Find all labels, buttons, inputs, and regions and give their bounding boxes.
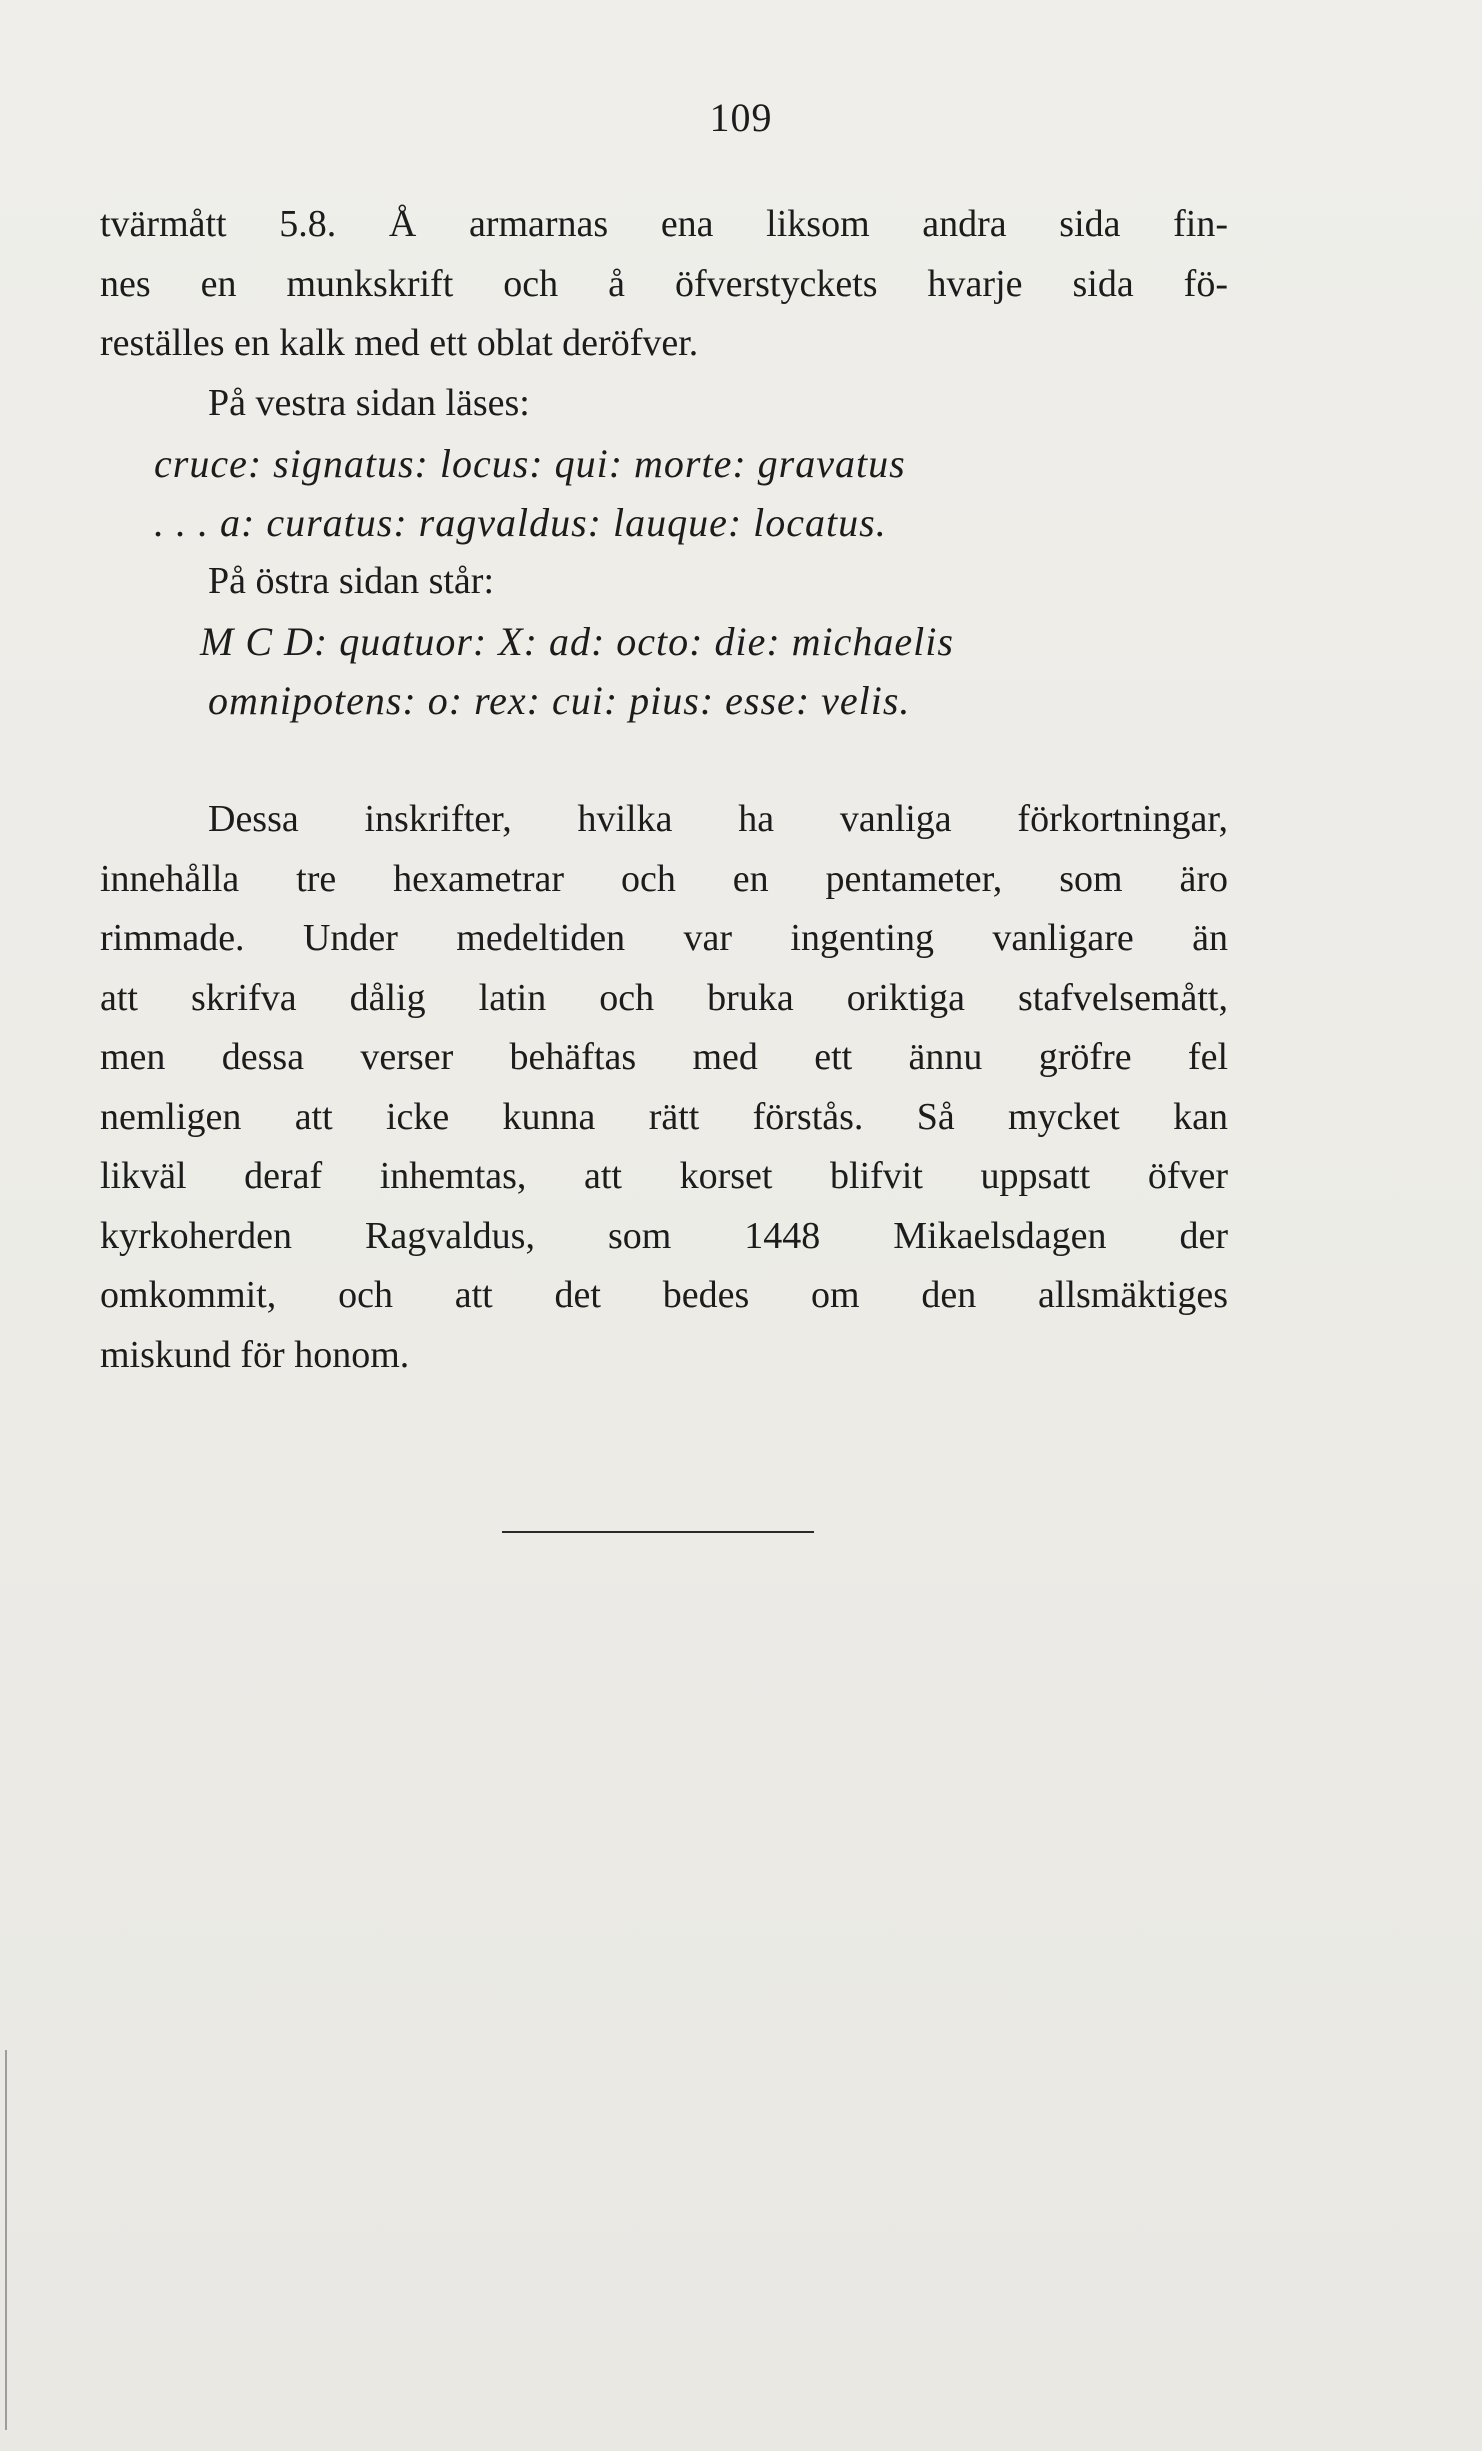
west-side-intro: På vestra sidan läses: xyxy=(208,382,530,424)
verse-line: cruce: signatus: locus: qui: morte: gravatus xyxy=(154,440,906,486)
text-line: Dessa inskrifter, hvilka ha vanliga förkortningar, xyxy=(208,798,1228,840)
verse-line: . . . a: curatus: ragvaldus: lauque: locatus. xyxy=(154,500,887,545)
text-line: nes en munkskrift och å öfverstyckets hvarje sida fö- xyxy=(100,262,1228,305)
text-line: rimmade. Under medeltiden var ingenting vanligare än xyxy=(100,917,1228,959)
page-number: 109 xyxy=(709,95,773,140)
text-line: miskund för honom. xyxy=(100,1333,410,1376)
paragraph-cross-description xyxy=(100,195,1228,374)
text-line: omkommit, och att det bedes om den allsmäktiges xyxy=(100,1274,1228,1316)
verse-line: M C D: quatuor: X: ad: octo: die: michaelis xyxy=(200,618,954,664)
text-line: tvärmått 5.8. Å armarnas ena liksom andra sida fin- xyxy=(100,203,1228,245)
text-line: kyrkoherden Ragvaldus, som 1448 Mikaelsdagen der xyxy=(100,1214,1228,1257)
section-divider xyxy=(502,1531,814,1533)
text-line: innehålla tre hexametrar och en pentameter, som äro xyxy=(100,857,1228,900)
text-line: reställes en kalk med ett oblat deröfver. xyxy=(100,322,699,364)
east-inscription xyxy=(100,552,1228,731)
east-side-intro: På östra sidan står: xyxy=(208,560,495,602)
text-line: likväl deraf inhemtas, att korset blifvit uppsatt öfver xyxy=(100,1155,1228,1197)
text-line: men dessa verser behäftas med ett ännu gröfre fel xyxy=(100,1036,1228,1078)
paragraph-interpretation xyxy=(100,790,1228,1385)
text-line: att skrifva dålig latin och bruka oriktiga stafvelsemått, xyxy=(100,976,1228,1019)
verse-line: omnipotens: o: rex: cui: pius: esse: velis. xyxy=(208,678,911,723)
west-inscription xyxy=(100,374,1228,553)
text-line: nemligen att icke kunna rätt förstås. Så mycket kan xyxy=(100,1095,1228,1138)
scan-edge-mark xyxy=(5,2050,7,2430)
